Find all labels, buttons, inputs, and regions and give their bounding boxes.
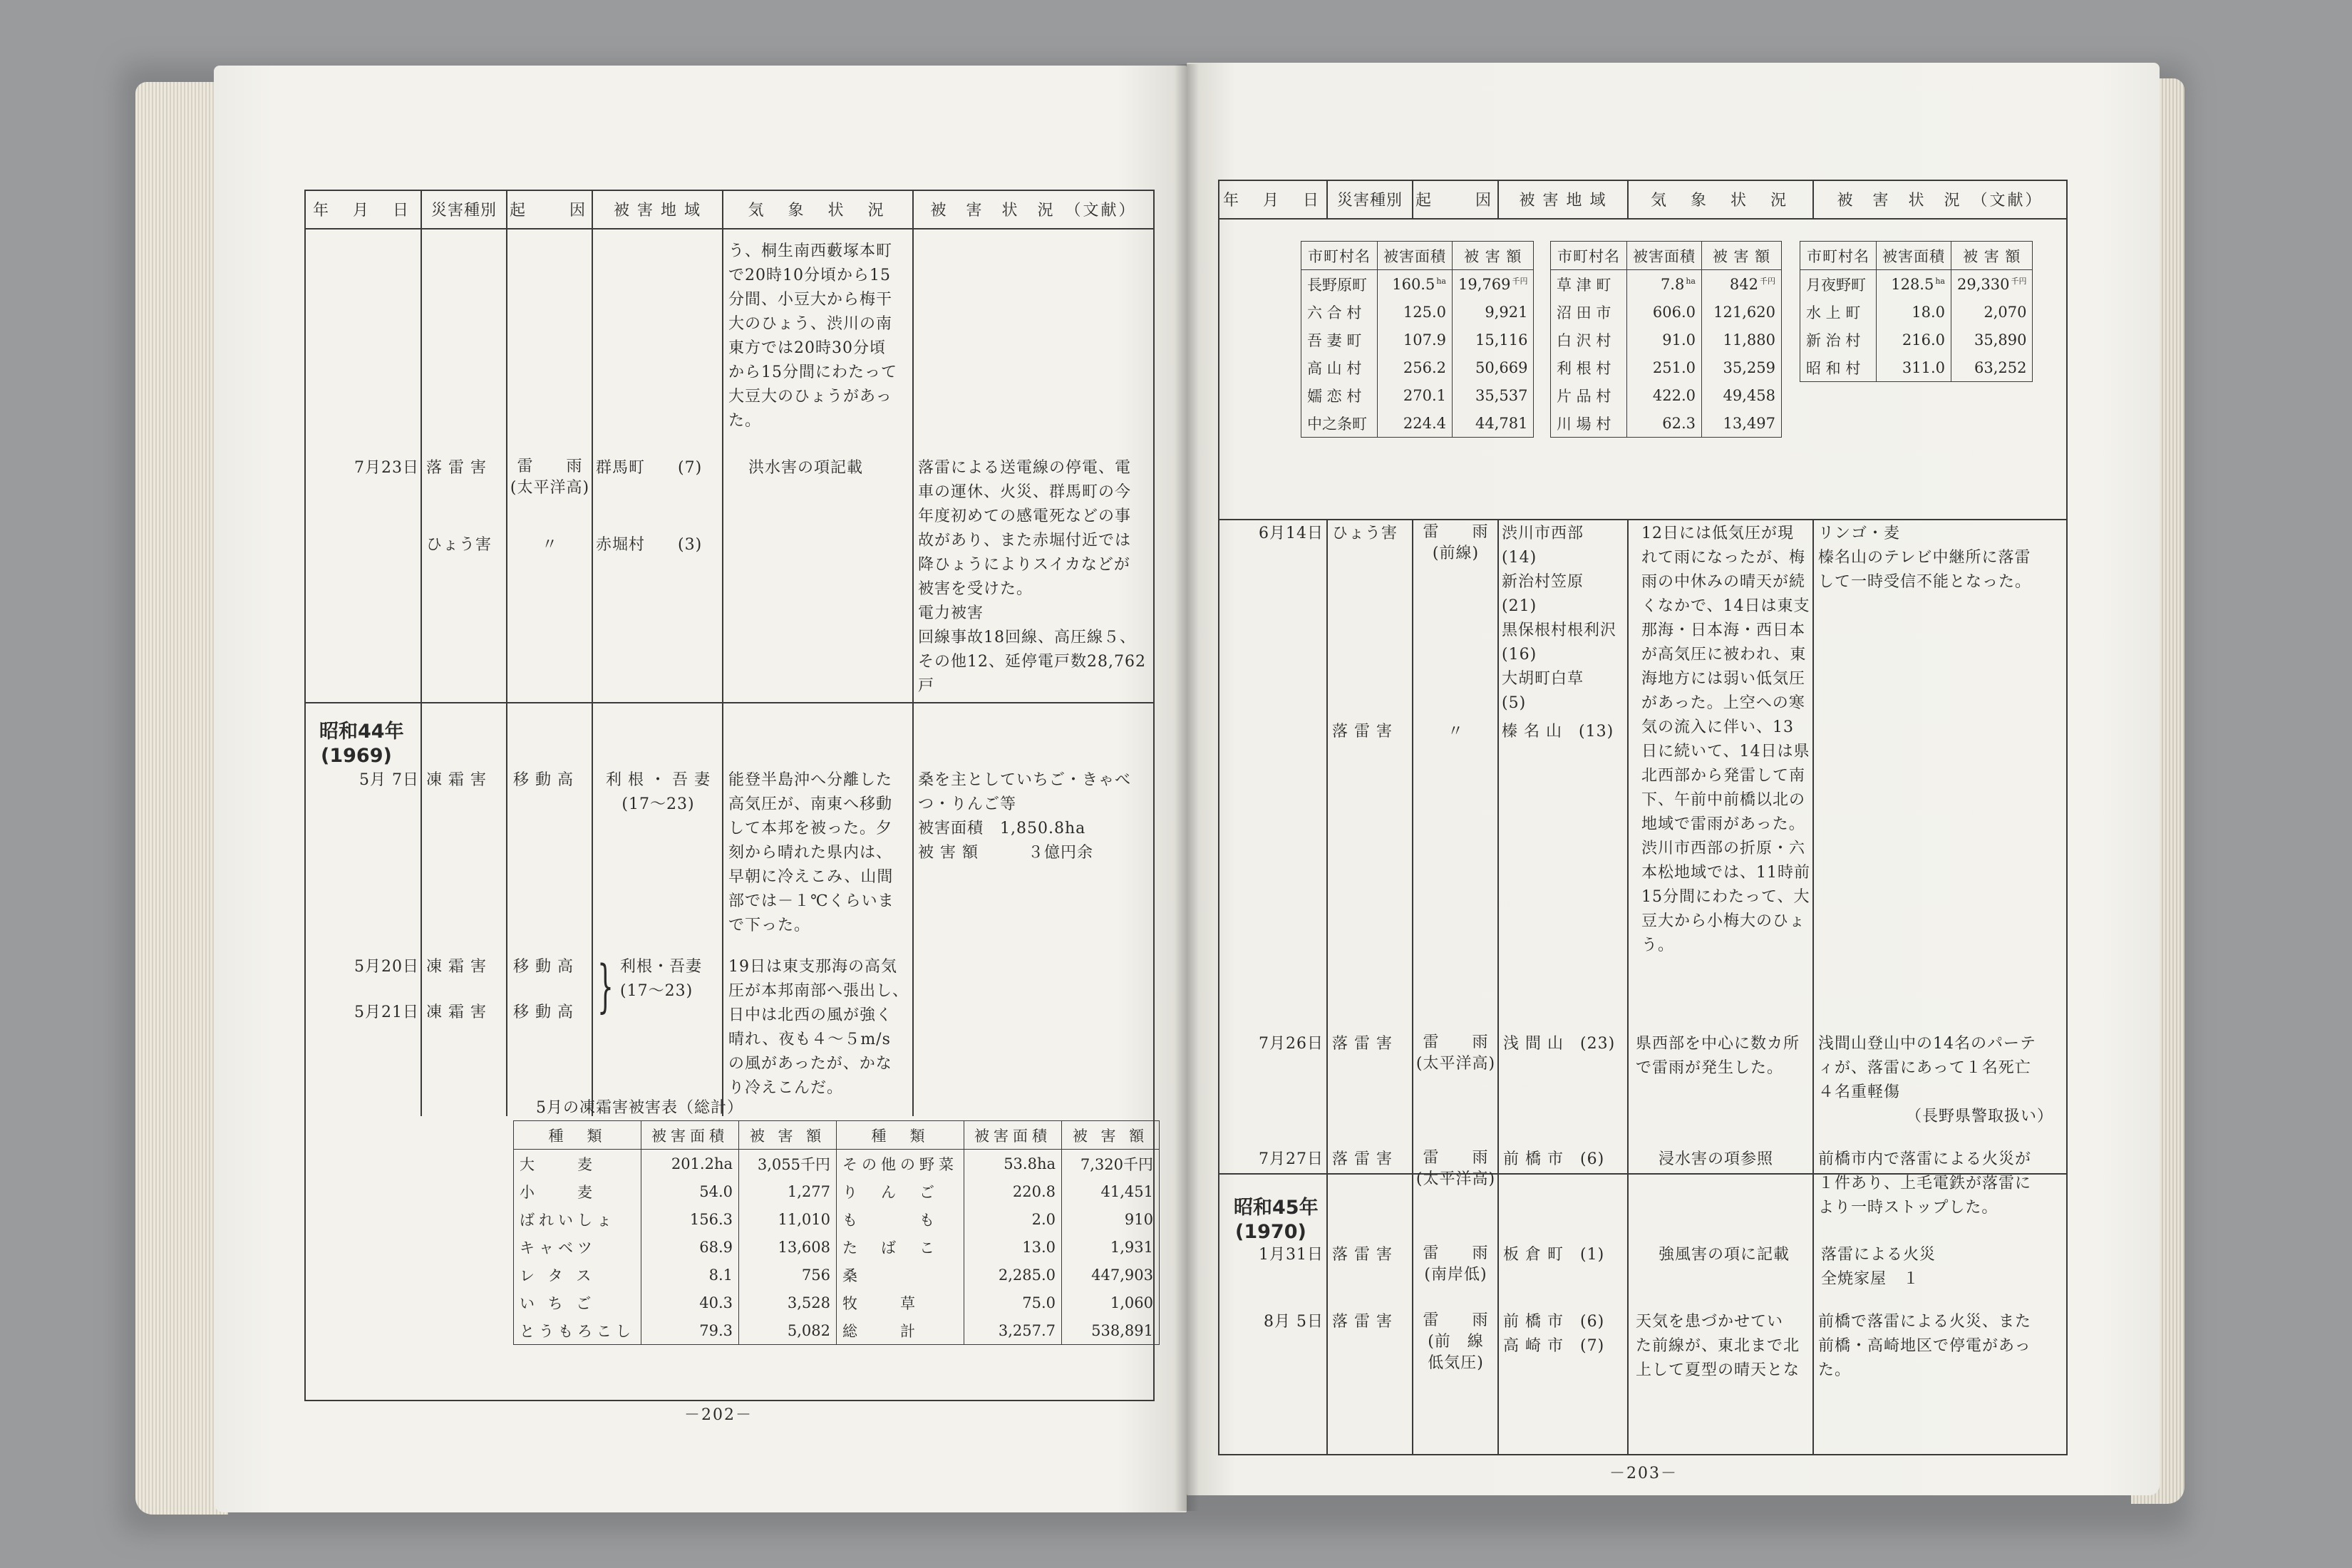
municipal-table-cell: 川 場 村 [1551,409,1627,438]
frost-table-header: 被 害 額 [1062,1121,1160,1150]
year-era: 昭和45年 [1234,1197,1319,1219]
frost-table-caption: 5月の凍霜害被害表（総計） [536,1099,743,1117]
municipal-table-header: 市町村名 [1800,242,1877,270]
year-western: (1970) [1235,1221,1306,1243]
municipal-table-cell: 片 品 村 [1551,381,1627,409]
row-type: 落 雷 害 [1332,1150,1393,1168]
frost-table-header: 種 類 [514,1121,641,1150]
frost-table-cell: り ん ご [837,1177,964,1205]
unit-label: ha [1935,276,1945,286]
municipal-table-row [1301,354,1534,381]
municipal-table-cell: 125.0 [1378,298,1453,326]
frost-table-cell: 大 麦 [514,1150,641,1178]
municipal-table-cell: 18.0 [1877,298,1951,326]
frost-table-cell: 1,060 [1062,1289,1160,1316]
header-damage: 被 害 状 況 （文献） [1837,192,2043,210]
header-damage: 被 害 状 況 （文献） [930,202,1137,220]
row-type: 凍 霜 害 [426,958,487,976]
municipal-table-row [1301,381,1534,409]
row-date: 5月20日 [354,958,419,976]
frost-table-header: 種 類 [837,1121,964,1150]
municipal-table-cell: 256.2 [1378,354,1453,381]
row-type: 落 雷 害 [1332,1035,1393,1053]
frost-table-cell: 538,891 [1062,1316,1160,1345]
row-area: 板 倉 町 (1) [1503,1246,1605,1264]
municipal-table-row [1551,326,1782,354]
row-date: 8月 5日 [1264,1313,1324,1331]
municipal-table-cell: 107.9 [1378,326,1453,354]
header-weather: 気 象 状 況 [1650,192,1790,210]
frost-table-cell: 156.3 [641,1205,739,1233]
municipal-table-cell: 11,880 [1702,326,1782,354]
municipal-table-cell: 新 治 村 [1800,326,1877,354]
municipal-table-cell: 121,620 [1702,298,1782,326]
municipal-table-group [1550,241,1782,438]
frost-table-cell: 総 計 [837,1316,964,1345]
frost-table-cell: 220.8 [964,1177,1062,1205]
municipal-table-row [1551,409,1782,438]
row-damage: リンゴ・麦 榛名山のテレビ中継所に落雷 して一時受信不能となった。 [1818,525,2032,591]
row-weather: 強風害の項に記載 [1659,1246,1790,1264]
municipal-table-cell: 19,769 $^{千円}$ [1453,270,1534,299]
header-date: 年 月 日 [312,202,413,220]
frost-table-cell: 41,451 [1062,1177,1160,1205]
municipal-table-cell: 29,330 $^{千円}$ [1951,270,2033,299]
municipal-table-cell: 月夜野町 [1800,270,1877,299]
frost-table-cell: 53.8ha [964,1150,1062,1178]
frost-table-row [514,1261,1160,1289]
frost-table-cell: 1,931 [1062,1233,1160,1261]
damage-source: （長野県警取扱い） [1905,1108,2053,1125]
municipal-table-row [1301,270,1534,299]
frost-table-cell: た ば こ [837,1233,964,1261]
municipal-table-row [1301,409,1534,438]
municipal-table-row [1551,381,1782,409]
frost-table-cell: キャベツ [514,1233,641,1261]
unit-label: 千円 [1760,277,1775,286]
municipal-table-cell: 49,458 [1702,381,1782,409]
frost-table-row [514,1150,1160,1178]
row-cause: 雷 雨 (太平洋高) [510,458,590,497]
frost-table-cell: 2,285.0 [964,1261,1062,1289]
frost-table-cell: 1,277 [739,1177,837,1205]
book-gutter [1175,64,1199,1511]
frost-damage-table [513,1120,1160,1345]
frost-table-header: 被害面積 [641,1121,739,1150]
municipal-table-cell: 62.3 [1627,409,1702,438]
municipal-table-cell: 842 $^{千円}$ [1702,270,1782,299]
municipal-table-header: 被害面積 [1627,242,1702,270]
municipal-table-cell: 63,252 [1951,354,2033,382]
frost-table-row [514,1289,1160,1316]
municipal-table-row [1551,298,1782,326]
row-area: 前 橋 市 (6) [1503,1150,1605,1168]
frost-table-cell: 桑 [837,1261,964,1289]
frost-table-cell: 68.9 [641,1233,739,1261]
municipal-table-cell: 水 上 町 [1800,298,1877,326]
row-cause: 雷 雨 (太平洋高) [1415,1033,1496,1073]
municipal-table-cell: 224.4 [1378,409,1453,438]
row-type: 落 雷 害 [1332,723,1393,741]
left-page [214,66,1187,1512]
row-date: 7月26日 [1259,1035,1324,1053]
municipal-table-row [1551,354,1782,381]
frost-table-row [514,1205,1160,1233]
cont-weather-text: う、桐生南西藪塚本町 で20時10分頃から15 分間、小豆大から梅干 大のひょう、渋川の南 東方では20時30分頃 から15分間にわたって 大豆大のひょうがあっ た。 [728,242,897,430]
row-date: 7月27日 [1259,1150,1324,1168]
frost-table-row [514,1177,1160,1205]
row-date: 7月23日 [354,459,419,477]
brace: } [597,953,614,1019]
municipal-table-group [1800,241,2033,382]
row-weather: 洪水害の項記載 [748,459,864,477]
municipal-table-cell: 44,781 [1453,409,1534,438]
municipal-table-cell: 15,116 [1453,326,1534,354]
header-type: 災害種別 [1336,192,1403,210]
frost-table-cell: 3,528 [739,1289,837,1316]
municipal-table-cell: 嬬 恋 村 [1301,381,1378,409]
row-area: 利根・吾妻 (17～23) [620,958,703,1000]
row-cause: 雷 雨 (南岸低) [1423,1244,1489,1284]
municipal-table-row [1800,326,2033,354]
municipal-table-cell: 606.0 [1627,298,1702,326]
row-cause: 雷 雨 (前線) [1423,523,1489,562]
unit-label: ha [1436,276,1446,286]
frost-table-cell: 8.1 [641,1261,739,1289]
header-area: 被 害 地 域 [1519,192,1607,210]
unit-label: 千円 [1512,277,1528,286]
frost-table-cell: も も [837,1205,964,1233]
row-damage: 前橋で落雷による火災、また 前橋・高崎地区で停電があっ た。 [1818,1313,2032,1379]
municipal-table-cell: 高 山 村 [1301,354,1378,381]
row-date: 1月31日 [1259,1246,1324,1264]
municipal-table-cell: 216.0 [1877,326,1951,354]
frost-table-cell: 910 [1062,1205,1160,1233]
municipal-table-header: 市町村名 [1301,242,1378,270]
frost-table-cell: 756 [739,1261,837,1289]
row-type: ひょう害 [426,536,492,554]
header-weather: 気 象 状 況 [748,202,888,220]
row-cause: 雷 雨 (太平洋高) [1415,1149,1496,1188]
row-type: 落 雷 害 [1332,1313,1393,1331]
row-weather: 天気を患づかせてい た前線が、東北まで北 上して夏型の晴天とな [1636,1313,1800,1379]
row-damage: 浅間山登山中の14名のパーテ ィが、落雷にあって１名死亡 ４名重軽傷 [1818,1035,2036,1101]
row-cause: 〃 [541,536,558,554]
frost-table-cell: その他の野菜 [837,1150,964,1178]
municipal-table-row [1800,298,2033,326]
frost-table-cell: 7,320千円 [1062,1150,1160,1178]
row-area: 浅 間 山 (23) [1503,1035,1616,1053]
municipal-table-cell: 91.0 [1627,326,1702,354]
municipal-table-cell: 50,669 [1453,354,1534,381]
municipal-table-header: 被 害 額 [1702,242,1782,270]
row-cause: 雷 雨 (前 線 低気圧) [1423,1311,1489,1372]
municipal-table-header: 市町村名 [1551,242,1627,270]
row-damage: 前橋市内で落雷による火災が １件あり、上毛電鉄が落雷に より一時ストップした。 [1818,1150,2032,1217]
municipal-table-group [1301,241,1534,438]
frost-table-cell: 447,903 [1062,1261,1160,1289]
row-cause: 移 動 高 [513,771,574,789]
header-area: 被 害 地 域 [614,202,701,220]
header-cause: 起 因 [509,202,589,220]
frost-table-header: 被 害 額 [739,1121,837,1150]
municipal-table-header: 被 害 額 [1453,242,1534,270]
municipal-table-cell: 昭 和 村 [1800,354,1877,382]
municipal-table-cell: 草 津 町 [1551,270,1627,299]
header-cause: 起 因 [1415,192,1495,210]
municipal-table-header: 被害面積 [1877,242,1951,270]
municipal-table-cell: 128.5 $^{ha}$ [1877,270,1951,299]
row-area: 渋川市西部 (14) 新治村笠原 (21) 黒保根村根利沢 (16) 大胡町白草 (5) [1502,525,1617,712]
municipal-table-cell: 35,537 [1453,381,1534,409]
row-area: 群馬町 (7) [596,459,703,477]
frost-table-cell: ばれいしょ [514,1205,641,1233]
municipal-table-row [1301,298,1534,326]
row-cause: 移 動 高 [513,958,574,976]
row-weather: 県西部を中心に数カ所 で雷雨が発生した。 [1636,1035,1800,1077]
right-page [1187,63,2160,1495]
row-type: 落 雷 害 [1332,1246,1393,1264]
unit-label: ha [1686,276,1696,286]
municipal-table-cell: 251.0 [1627,354,1702,381]
municipal-table-cell: 利 根 村 [1551,354,1627,381]
header-date: 年 月 日 [1222,192,1323,210]
row-type: ひょう害 [1332,525,1398,542]
row-type: 凍 霜 害 [426,771,487,789]
row-weather: 能登半島沖へ分離した 高気圧が、南東へ移動 して本邦を被った。夕 刻から晴れた県内は、 早朝に冷えこみ、山間 部では－１℃くらいま で下った。 [728,771,894,934]
municipal-table-cell: 7.8 $^{ha}$ [1627,270,1702,299]
frost-table-cell: 3,055千円 [739,1150,837,1178]
row-damage: 落雷による火災 全焼家屋 １ [1821,1246,1936,1288]
frost-table-row [514,1233,1160,1261]
municipal-table-cell: 六 合 村 [1301,298,1378,326]
year-era: 昭和44年 [319,721,404,743]
municipal-table-row [1800,270,2033,299]
row-damage: 落雷による送電線の停電、電 車の運休、火災、群馬町の今 年度初めての感電死などの事 故があり、また赤堀付近では 降ひょうによりスイカなどが 被害を受けた。 電力被害 回線事故18回線、高圧線５、 その他12、延停電戸数28,762 戸 [918,459,1146,695]
frost-table-cell: い ち ご [514,1289,641,1316]
municipal-table-cell: 311.0 [1877,354,1951,382]
municipal-table-cell: 160.5 $^{ha}$ [1378,270,1453,299]
row-damage: 桑を主としていちご・きゃべ つ・りんご等 被害面積 1,850.8ha 被 害 額 ３億円余 [918,771,1132,862]
municipal-table-cell: 270.1 [1378,381,1453,409]
row-weather: 19日は東支那海の高気 圧が本邦南部へ張出し、 日中は北西の風が強く 晴れ、夜も４～５m/s の風があったが、かな り冷えこんだ。 [728,958,909,1097]
frost-table-cell: 2.0 [964,1205,1062,1233]
frost-table-cell: 小 麦 [514,1177,641,1205]
row-date: 5月21日 [354,1004,419,1021]
municipal-table-cell: 35,259 [1702,354,1782,381]
municipal-table-cell: 35,890 [1951,326,2033,354]
municipal-table-row [1800,354,2033,382]
frost-table-cell: 5,082 [739,1316,837,1345]
header-type: 災害種別 [430,202,497,220]
unit-label: 千円 [2011,277,2027,286]
frost-table-cell: 13,608 [739,1233,837,1261]
municipal-table-cell: 9,921 [1453,298,1534,326]
municipal-table-cell: 13,497 [1702,409,1782,438]
page-number: －203－ [1609,1465,1678,1482]
row-type: 凍 霜 害 [426,1004,487,1021]
frost-table-cell: レ タ ス [514,1261,641,1289]
frost-table-cell: 201.2ha [641,1150,739,1178]
municipal-table-cell: 2,070 [1951,298,2033,326]
frost-table-cell: 79.3 [641,1316,739,1345]
frost-table-cell: 40.3 [641,1289,739,1316]
frost-table-cell: 75.0 [964,1289,1062,1316]
frost-table-cell: 54.0 [641,1177,739,1205]
municipal-table-cell: 長野原町 [1301,270,1378,299]
frost-table-cell: 3,257.7 [964,1316,1062,1345]
frost-table-row [514,1316,1160,1345]
row-area: 利 根 ・ 吾 妻 (17～23) [606,771,711,813]
row-date: 5月 7日 [359,771,419,789]
row-date: 6月14日 [1259,525,1324,542]
row-area: 赤堀村 (3) [596,536,703,554]
row-area: 榛 名 山 (13) [1502,723,1614,741]
row-area: 前 橋 市 (6) 高 崎 市 (7) [1503,1313,1605,1355]
municipal-table-cell: 422.0 [1627,381,1702,409]
municipal-table-header: 被害面積 [1378,242,1453,270]
row-weather: 浸水害の項参照 [1659,1150,1774,1168]
row-type: 落 雷 害 [426,459,487,477]
page-number: －202－ [684,1406,753,1424]
row-cause: 移 動 高 [513,1004,574,1021]
municipal-table-cell: 吾 妻 町 [1301,326,1378,354]
municipal-table-cell: 中之条町 [1301,409,1378,438]
municipal-table-header: 被 害 額 [1951,242,2033,270]
municipal-table-cell: 白 沢 村 [1551,326,1627,354]
frost-table-cell: とうもろこし [514,1316,641,1345]
municipal-table-cell: 沼 田 市 [1551,298,1627,326]
frost-table-header: 被害面積 [964,1121,1062,1150]
frost-table-cell: 13.0 [964,1233,1062,1261]
year-western: (1969) [321,745,392,767]
municipal-table-row [1551,270,1782,299]
municipal-table-row [1301,326,1534,354]
frost-table-cell: 11,010 [739,1205,837,1233]
row-cause: 〃 [1447,723,1464,741]
frost-table-cell: 牧 草 [837,1289,964,1316]
row-weather: 12日には低気圧が現 れて雨になったが、梅 雨の中休みの晴天が続 くなかで、14日は東支 那海・日本海・西日本 が高気圧に被われ、東 海地方には弱い低気圧 があった。上空への寒 気の流入に伴い、13 日に続いて、14日は県 北西部から発雷して南 下、午前中前橋以北の 地域で雷雨があった。 渋川市西部の折原・六 本松地域では、11時前 15分間にわたって、大 豆大から小梅大のひょ う。 [1641,525,1810,954]
